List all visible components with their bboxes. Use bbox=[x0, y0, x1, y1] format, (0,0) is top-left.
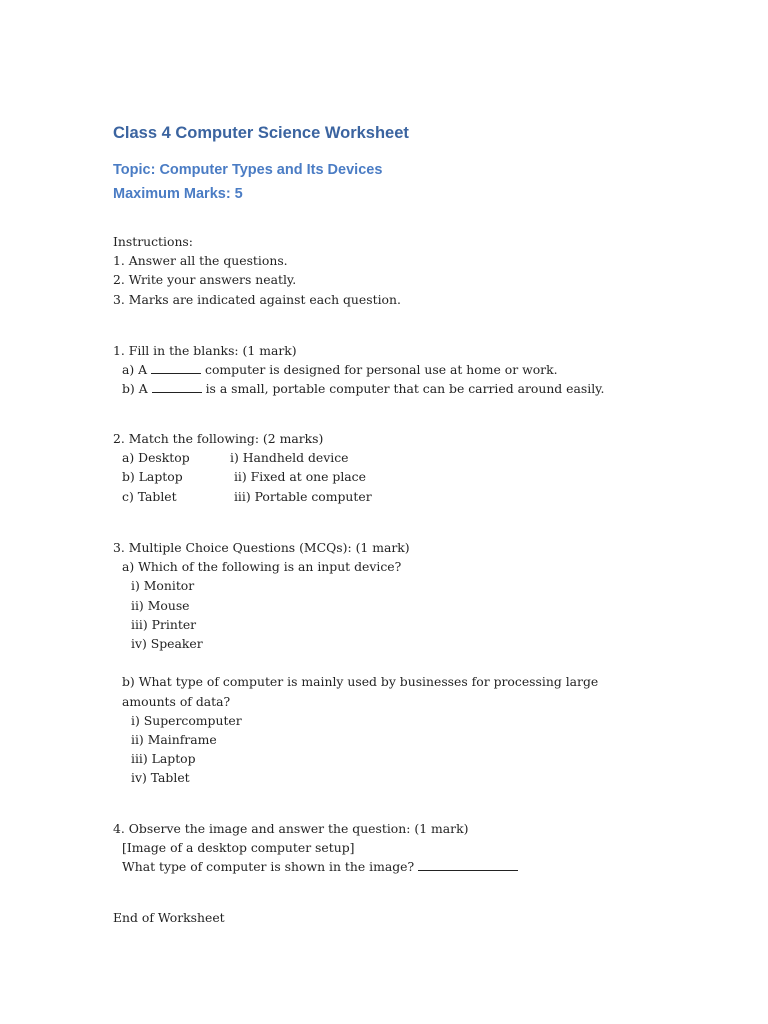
worksheet-topic: Topic: Computer Types and Its Devices bbox=[113, 162, 383, 178]
mcq-option: iii) Laptop bbox=[131, 751, 196, 767]
worksheet-max-marks: Maximum Marks: 5 bbox=[113, 186, 243, 202]
answer-blank-4 bbox=[418, 859, 518, 871]
question-1a-suffix: computer is designed for personal use at home or work. bbox=[205, 362, 558, 378]
match-row bbox=[113, 448, 653, 467]
mcq-option: iii) Printer bbox=[131, 616, 197, 632]
instruction-item: 2. Write your answers neatly. bbox=[113, 272, 297, 288]
question-4 bbox=[113, 819, 653, 877]
mcq-option: i) Supercomputer bbox=[131, 712, 242, 728]
question-4-heading: 4. Observe the image and answer the question: (1 mark) bbox=[113, 821, 469, 836]
match-left-item: b) Laptop bbox=[122, 469, 183, 485]
question-4-question bbox=[113, 857, 653, 876]
match-left-item: a) Desktop bbox=[122, 450, 190, 466]
question-3a: a) Which of the following is an input device? bbox=[122, 559, 402, 575]
footer-section bbox=[113, 908, 653, 927]
match-right-item: ii) Fixed at one place bbox=[230, 469, 366, 485]
question-1b bbox=[113, 379, 653, 398]
instructions-section bbox=[113, 232, 653, 309]
question-3-heading: 3. Multiple Choice Questions (MCQs): (1 mark) bbox=[113, 540, 410, 555]
match-row bbox=[113, 487, 653, 506]
question-2-heading: 2. Match the following: (2 marks) bbox=[113, 431, 324, 446]
question-1-heading: 1. Fill in the blanks: (1 mark) bbox=[113, 343, 297, 358]
question-1 bbox=[113, 341, 653, 399]
mcq-option: ii) Mouse bbox=[131, 597, 190, 613]
mcq-option: iv) Tablet bbox=[131, 770, 190, 786]
question-4-text: What type of computer is shown in the image? bbox=[122, 859, 415, 875]
match-left-item: c) Tablet bbox=[122, 488, 177, 504]
question-2 bbox=[113, 429, 653, 506]
question-3b: b) What type of computer is mainly used by businesses for processing large amounts of data? bbox=[122, 674, 599, 709]
mcq-option: i) Monitor bbox=[131, 578, 195, 594]
spacer bbox=[113, 653, 653, 672]
answer-blank-1b bbox=[152, 381, 202, 393]
mcq-option: ii) Mainframe bbox=[131, 732, 217, 748]
match-right-item: i) Handheld device bbox=[230, 450, 349, 466]
end-of-worksheet: End of Worksheet bbox=[113, 910, 225, 925]
question-1a bbox=[113, 360, 653, 379]
question-1b-prefix: b) A bbox=[122, 381, 148, 397]
question-1a-prefix: a) A bbox=[122, 362, 148, 378]
instructions-heading: Instructions: bbox=[113, 234, 193, 249]
answer-blank-1a bbox=[151, 362, 201, 374]
question-1b-suffix: is a small, portable computer that can be carried around easily. bbox=[205, 381, 605, 397]
mcq-option: iv) Speaker bbox=[131, 636, 203, 652]
question-4-image-note: [Image of a desktop computer setup] bbox=[122, 840, 355, 856]
instruction-item: 3. Marks are indicated against each question. bbox=[113, 291, 401, 307]
match-right-item: iii) Portable computer bbox=[230, 488, 372, 504]
instruction-item: 1. Answer all the questions. bbox=[113, 253, 288, 269]
worksheet-title: Class 4 Computer Science Worksheet bbox=[113, 124, 409, 142]
question-3 bbox=[113, 538, 653, 788]
match-row bbox=[113, 467, 653, 486]
